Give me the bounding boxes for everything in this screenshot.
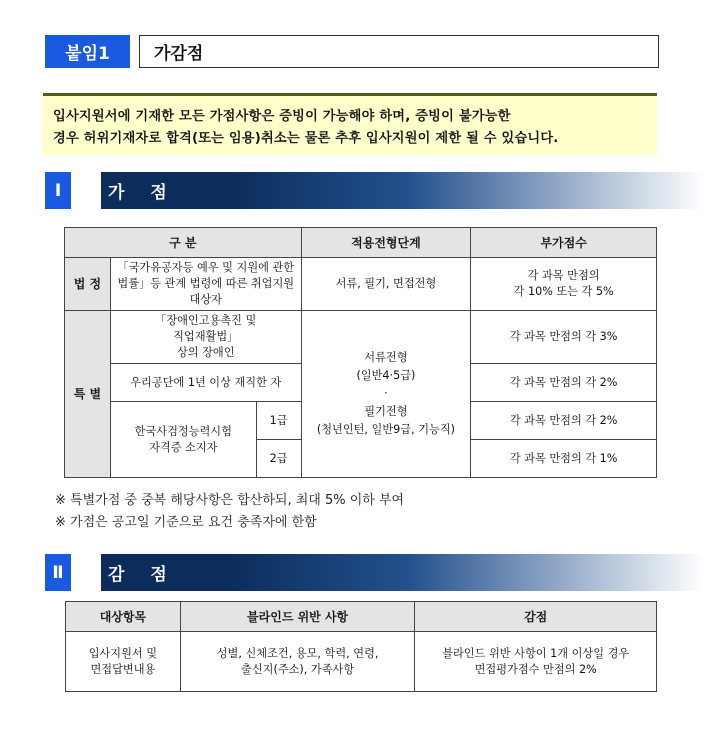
header-violation: 블라인드 위반 사항 <box>180 602 415 632</box>
row-label-legal: 법 정 <box>65 258 111 311</box>
header-target: 대상항목 <box>66 602 181 632</box>
row-label-special: 특 별 <box>65 311 111 478</box>
table-row <box>65 311 657 364</box>
disabled-points: 각 과목 만점의 각 3% <box>471 311 657 364</box>
notice-line-2: 경우 허위기재자로 합격(또는 임용)취소는 물론 추후 입사지원이 제한 될 수 있습니다. <box>53 131 559 146</box>
grade-2-points: 각 과목 만점의 각 1% <box>471 440 657 478</box>
special-stage <box>301 311 471 478</box>
table-row <box>66 632 657 692</box>
target-line: 입사지원서 및 <box>88 646 158 660</box>
history-line: 자격증 소지자 <box>149 440 218 454</box>
table-header-row <box>66 602 657 632</box>
stage-line: · <box>384 387 388 400</box>
stage-line: (일반4·5급) <box>356 369 416 382</box>
stage-line: (청년인턴, 일반9급, 기능직) <box>316 423 455 436</box>
history-line: 한국사검정능력시험 <box>134 424 232 438</box>
section-header-bonus <box>45 172 704 209</box>
table-header-row <box>65 228 657 258</box>
header-stage: 적용전형단계 <box>301 228 471 258</box>
grade-1: 1급 <box>256 402 301 440</box>
note-line: ※ 특별가점 중 중복 해당사항은 합산하되, 최대 5% 이하 부여 <box>55 493 405 508</box>
header-penalty: 감점 <box>415 602 657 632</box>
legal-points-line: 각 과목 만점의 <box>527 269 600 282</box>
notice-line-1: 입사지원서에 기재한 모든 가점사항은 증빙이 가능해야 하며, 증빙이 불가능한 <box>53 109 511 124</box>
note-line: ※ 가점은 공고일 기준으로 요건 충족자에 한함 <box>55 515 317 530</box>
disabled-target <box>110 311 301 364</box>
legal-target: 「국가유공자등 예우 및 지원에 관한 법률」등 관계 법령에 따른 취업지원대상자 <box>110 258 301 311</box>
violation-line: 성별, 신체조건, 용모, 학력, 연령, <box>216 646 379 660</box>
employee-target: 우리공단에 1년 이상 재직한 자 <box>110 364 301 402</box>
table-row <box>65 258 657 311</box>
legal-stage: 서류, 필기, 면접전형 <box>301 258 471 311</box>
bonus-table <box>64 227 657 478</box>
violation-line: 출신지(주소), 가족사항 <box>241 662 355 676</box>
section-header-penalty <box>45 554 704 591</box>
disabled-line: 상의 장애인 <box>176 346 235 359</box>
section-number: Ⅰ <box>45 172 71 209</box>
target-line: 면접답변내용 <box>90 662 156 676</box>
header-category: 구 분 <box>65 228 302 258</box>
grade-1-points: 각 과목 만점의 각 2% <box>471 402 657 440</box>
stage-line: 서류전형 <box>364 351 408 364</box>
penalty-line: 면접평가점수 만점의 2% <box>474 662 597 676</box>
history-target <box>110 402 256 478</box>
page-title: 가감점 <box>139 35 659 68</box>
attachment-tag: 붙임1 <box>45 35 130 68</box>
legal-points-line: 각 10% 또는 각 5% <box>513 285 614 298</box>
penalty-line: 블라인드 위반 사항이 1개 이상일 경우 <box>442 646 630 660</box>
penalty-target <box>66 632 181 692</box>
header-points: 부가점수 <box>471 228 657 258</box>
employee-points: 각 과목 만점의 각 2% <box>471 364 657 402</box>
disabled-line: 직업재활법」 <box>173 330 239 343</box>
penalty-violation <box>180 632 415 692</box>
penalty-amount <box>415 632 657 692</box>
stage-line: 필기전형 <box>364 405 408 418</box>
section-number: Ⅱ <box>45 554 71 591</box>
penalty-table <box>65 601 657 692</box>
notice-box <box>43 93 657 155</box>
section-title: 감 점 <box>108 565 177 585</box>
section-title: 가 점 <box>108 183 177 203</box>
disabled-line: 「장애인고용촉진 및 <box>155 314 257 327</box>
legal-points <box>471 258 657 311</box>
grade-2: 2급 <box>256 440 301 478</box>
